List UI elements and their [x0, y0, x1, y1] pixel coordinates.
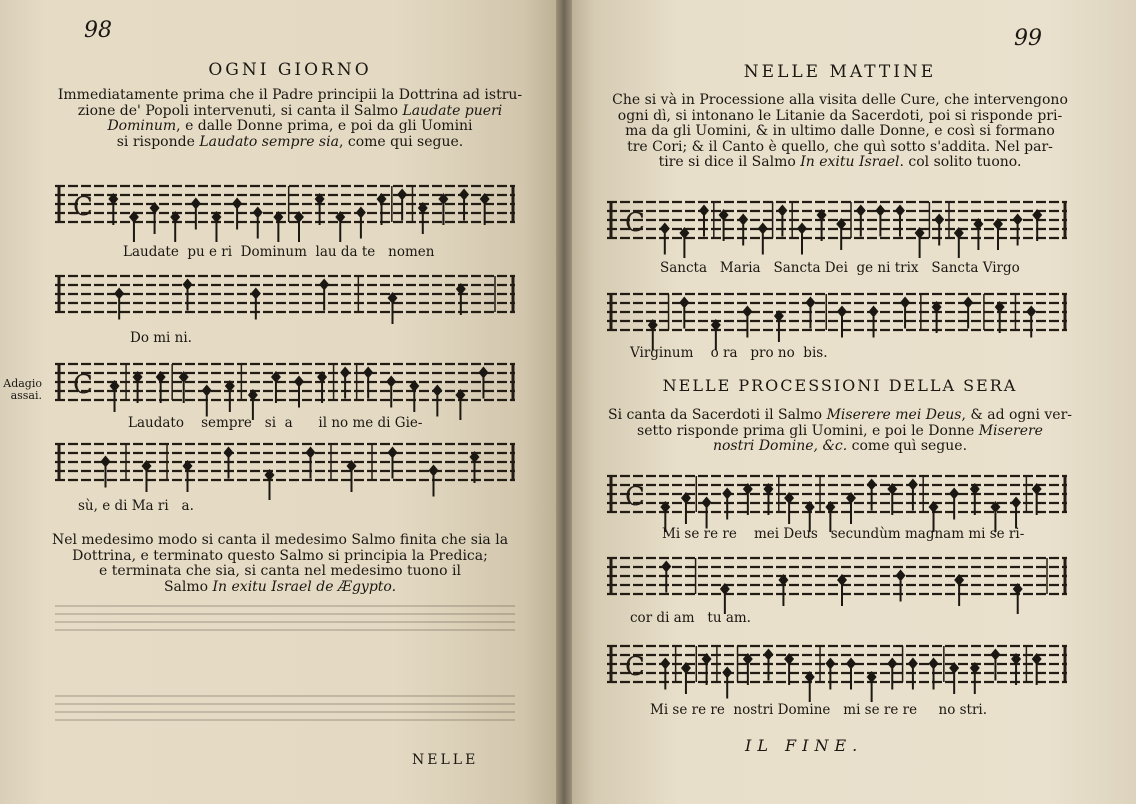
- text-line: Dottrina, e terminato questo Salmo si principia la Predica;: [72, 547, 488, 564]
- time-signature-icon: C: [73, 370, 93, 400]
- text-line: Nel medesimo modo si canta il medesimo Salmo finita che sia la: [51, 532, 509, 548]
- note-icon: [1013, 583, 1023, 614]
- lyrics-line: Mi se re re nostri Domine mi se re re no stri.: [650, 702, 988, 718]
- music-staff: [55, 350, 515, 420]
- text-line: [30, 580, 530, 596]
- staff-lines: [55, 186, 515, 222]
- music-staff: [607, 632, 1067, 702]
- text-line: [595, 439, 1085, 455]
- note-icon: [784, 492, 794, 524]
- italic-run: In exitu Israel: [800, 154, 900, 170]
- lyrics-line: Laudato sempre si a il no me di Gie-: [128, 415, 423, 431]
- note-icon: [817, 209, 827, 241]
- note-icon: [179, 371, 189, 403]
- time-signature-icon: C: [625, 208, 645, 238]
- note-icon: [317, 371, 327, 403]
- italic-run: Miserere: [978, 422, 1043, 439]
- text-line: ma da gli Uomini, & in ultimo dalle Donne, e così si formano: [625, 123, 1055, 139]
- staff-lines: [607, 294, 1067, 330]
- text-run: setto risponde prima gli Uomini, e poi le Donne: [637, 422, 979, 439]
- note-icon: [129, 211, 139, 242]
- note-icon: [954, 227, 964, 258]
- tempo-marking: [2, 378, 42, 402]
- note-icon: [315, 193, 325, 225]
- note-icon: [970, 483, 980, 515]
- text-run: Salmo: [163, 578, 213, 595]
- text-line: [595, 424, 1085, 440]
- note-icon: [388, 292, 398, 324]
- text-run: , & ad ogni ver-: [961, 407, 1072, 423]
- catchword: NELLE: [412, 752, 479, 768]
- lyrics-line: Laudate pu e ri Dominum lau da te nomen: [123, 244, 435, 260]
- lyrics-line: cor di am tu am.: [630, 610, 751, 626]
- note-icon: [456, 283, 466, 315]
- staff-lines: [607, 558, 1067, 594]
- text-line: e terminata che sia, si canta nel medesimo tuono il: [99, 563, 461, 579]
- note-icon: [110, 380, 120, 412]
- text-run: tire si dice il Salmo: [658, 154, 801, 170]
- intro-paragraph: [595, 93, 1085, 171]
- music-staff: [607, 280, 1067, 350]
- note-icon: [335, 211, 345, 242]
- note-icon: [470, 451, 480, 483]
- lyrics-line: sù, e di Ma ri a.: [78, 498, 194, 514]
- lyrics-line: Mi se re re mei Deus secundùm magnam mi se ri-: [662, 526, 1025, 542]
- text-run: Si canta da Sacerdoti il Salmo: [607, 407, 827, 423]
- closing-text: IL FINE.: [745, 736, 864, 755]
- time-signature-icon: C: [625, 482, 645, 512]
- text-line: [40, 119, 540, 135]
- section-heading: OGNI GIORNO: [208, 60, 372, 80]
- text-run: si risponde: [116, 133, 200, 150]
- text-run: , come qui segue.: [338, 133, 464, 150]
- page-number: 99: [1014, 26, 1042, 51]
- text-line: ogni dì, si intonano le Litanie da Sacerdoti, poi si risponde pri-: [617, 107, 1063, 124]
- note-icon: [294, 211, 304, 242]
- text-line: [40, 135, 540, 151]
- music-staff: [55, 172, 515, 242]
- text-line: tre Cori; & il Canto è quello, che quì sotto s'addita. Nel par-: [627, 138, 1053, 155]
- note-icon: [225, 380, 235, 412]
- italic-run: In exitu Israel de Ægypto.: [212, 578, 397, 595]
- note-icon: [156, 371, 166, 403]
- italic-run: Dominum: [107, 118, 177, 134]
- music-staff: [607, 544, 1067, 614]
- intro-paragraph: [595, 408, 1085, 455]
- note-icon: [170, 211, 180, 242]
- note-icon: [1032, 653, 1042, 685]
- note-icon: [970, 662, 980, 694]
- staff-lines: [55, 276, 515, 312]
- italic-run: Laudate pueri: [402, 102, 503, 119]
- note-icon: [681, 492, 691, 524]
- note-icon: [347, 460, 357, 492]
- text-line: Immediatamente prima che il Padre principii la Dottrina ad istru-: [57, 87, 523, 103]
- music-staff: [607, 188, 1067, 258]
- staff-lines: [55, 444, 515, 480]
- note-icon: [836, 218, 846, 250]
- note-icon: [1011, 653, 1021, 685]
- note-icon: [932, 301, 942, 333]
- note-icon: [133, 371, 143, 403]
- note-icon: [183, 460, 193, 492]
- tempo-word: Adagio: [3, 377, 42, 390]
- lyrics-line: Sancta Maria Sancta Dei ge ni trix Sancta Virgo: [660, 260, 1020, 276]
- text-line: [40, 104, 540, 120]
- outro-paragraph: [30, 533, 530, 595]
- staff-lines: [55, 364, 515, 400]
- note-icon: [778, 574, 788, 606]
- note-icon: [438, 193, 448, 225]
- show-through-staff: [55, 690, 515, 730]
- lyrics-line: Do mi ni.: [130, 330, 192, 346]
- music-staff: [55, 430, 515, 500]
- time-signature-icon: C: [73, 192, 93, 222]
- note-icon: [142, 460, 152, 492]
- note-icon: [887, 483, 897, 515]
- note-icon: [377, 193, 387, 225]
- tempo-word: assai.: [10, 389, 42, 402]
- note-icon: [273, 211, 283, 242]
- show-through-staff: [55, 600, 515, 640]
- note-icon: [418, 202, 428, 234]
- note-icon: [993, 218, 1003, 250]
- note-icon: [837, 574, 847, 606]
- note-icon: [702, 653, 712, 685]
- lyrics-line: Virginum o ra pro no bis.: [630, 345, 828, 361]
- italic-run: Miserere mei Deus: [826, 407, 962, 423]
- note-icon: [271, 371, 281, 403]
- music-staff: [607, 462, 1067, 532]
- note-icon: [995, 301, 1005, 333]
- note-icon: [681, 662, 691, 694]
- section-heading: NELLE PROCESSIONI DELLA SERA: [662, 376, 1018, 395]
- note-icon: [949, 662, 959, 694]
- note-icon: [211, 211, 221, 242]
- note-icon: [805, 671, 815, 702]
- note-icon: [774, 310, 784, 342]
- note-icon: [679, 227, 689, 258]
- note-icon: [719, 209, 729, 241]
- note-icon: [409, 380, 419, 412]
- text-line: [595, 155, 1085, 171]
- italic-run: Laudato sempre sia: [199, 133, 339, 150]
- note-icon: [265, 469, 275, 500]
- note-icon: [915, 227, 925, 258]
- text-run: zione de' Popoli intervenuti, si canta il Salmo: [77, 102, 403, 119]
- note-icon: [480, 193, 490, 225]
- note-icon: [973, 218, 983, 250]
- music-staff: [55, 262, 515, 332]
- note-icon: [743, 483, 753, 515]
- intro-paragraph: [40, 88, 540, 150]
- note-icon: [784, 653, 794, 685]
- note-icon: [846, 492, 856, 524]
- page-number: 98: [84, 18, 112, 43]
- text-run: , e dalle Donne prima, e poi da gli Uomini: [176, 118, 473, 134]
- note-icon: [455, 389, 465, 420]
- note-icon: [1032, 209, 1042, 241]
- note-icon: [954, 574, 964, 606]
- text-run: . col solito tuono.: [899, 154, 1022, 170]
- text-run: come quì segue.: [847, 438, 968, 454]
- text-line: [595, 408, 1085, 424]
- book-gutter: [556, 0, 572, 804]
- note-icon: [743, 653, 753, 685]
- italic-run: nostri Domine, &c.: [712, 438, 848, 454]
- time-signature-icon: C: [625, 652, 645, 682]
- section-heading: NELLE MATTINE: [743, 62, 937, 82]
- note-icon: [108, 193, 118, 225]
- note-icon: [1032, 483, 1042, 515]
- text-line: Che si và in Processione alla visita delle Cure, che intervengono: [612, 92, 1068, 108]
- note-icon: [867, 671, 877, 702]
- note-icon: [150, 202, 160, 234]
- note-icon: [763, 483, 773, 515]
